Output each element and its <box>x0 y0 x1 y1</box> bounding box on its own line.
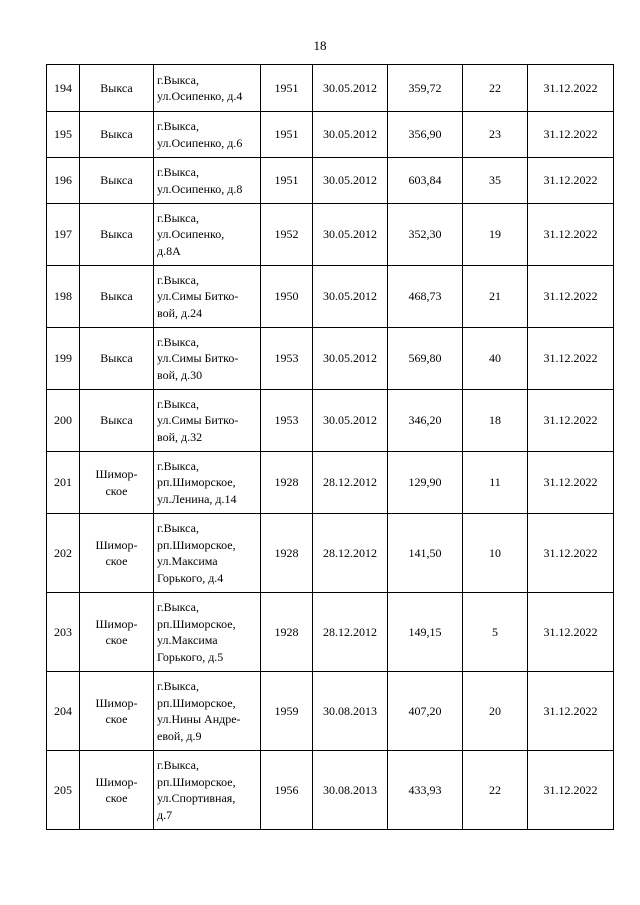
build-year-cell: 1928 <box>261 452 313 514</box>
address-cell <box>154 593 261 672</box>
address-line: ул.Осипенко, д.8 <box>157 181 243 196</box>
address-line: вой, д.32 <box>157 429 203 444</box>
settlement-line: Шимор- <box>95 695 138 710</box>
settlement-cell <box>80 266 154 328</box>
address-line: ул.Спортивная, <box>157 791 236 805</box>
build-year-cell: 1952 <box>261 204 313 266</box>
address-line: г.Выкса, <box>157 210 199 225</box>
row-number-cell: 202 <box>47 514 80 593</box>
deadline-cell: 31.12.2022 <box>528 390 614 452</box>
address-line: рп.Шиморское, <box>157 537 236 552</box>
settlement-line: Шимор- <box>95 616 138 631</box>
table-row <box>47 593 614 672</box>
settlement-line: Шимор- <box>95 774 138 789</box>
address-line: ул.Ленина, д.14 <box>157 491 237 506</box>
address-line: ул.Осипенко, д.6 <box>157 135 243 150</box>
address-line: г.Выкса, <box>157 272 199 287</box>
deadline-cell: 31.12.2022 <box>528 65 614 112</box>
deadline-cell: 31.12.2022 <box>528 452 614 514</box>
address-line: г.Выкса, <box>157 758 199 772</box>
address-line: г.Выкса, <box>157 600 199 614</box>
settlement-line: Шимор- <box>95 467 138 481</box>
decision-date-cell: 30.05.2012 <box>313 65 388 112</box>
decision-date-cell: 28.12.2012 <box>313 514 388 593</box>
build-year-cell: 1959 <box>261 672 313 751</box>
address-cell <box>154 751 261 830</box>
row-number-cell: 203 <box>47 593 80 672</box>
address-cell <box>154 514 261 593</box>
address-line: г.Выкса, <box>157 396 199 411</box>
deadline-cell: 31.12.2022 <box>528 593 614 672</box>
settlement-line: ское <box>105 791 128 805</box>
address-line: г.Выкса, <box>157 334 199 349</box>
address-cell <box>154 112 261 158</box>
decision-date-cell: 30.05.2012 <box>313 158 388 204</box>
address-line: Горького, д.5 <box>157 649 224 664</box>
table-row <box>47 452 614 514</box>
deadline-cell: 31.12.2022 <box>528 514 614 593</box>
address-line: ул.Осипенко, <box>157 227 225 242</box>
address-line: г.Выкса, <box>157 458 199 473</box>
residents-count-cell: 10 <box>463 514 528 593</box>
settlement-cell <box>80 158 154 204</box>
settlement-line: Выкса <box>100 227 133 242</box>
settlement-line: Выкса <box>100 413 133 428</box>
deadline-cell: 31.12.2022 <box>528 266 614 328</box>
settlement-cell <box>80 593 154 672</box>
build-year-cell: 1953 <box>261 390 313 452</box>
table-row <box>47 751 614 830</box>
table-row <box>47 672 614 751</box>
table-row <box>47 65 614 112</box>
build-year-cell: 1956 <box>261 751 313 830</box>
decision-date-cell: 28.12.2012 <box>313 452 388 514</box>
build-year-cell: 1951 <box>261 112 313 158</box>
settlement-cell <box>80 65 154 112</box>
address-line: д.7 <box>157 807 173 822</box>
table-row <box>47 266 614 328</box>
area-cell: 407,20 <box>388 672 463 751</box>
build-year-cell: 1951 <box>261 65 313 112</box>
settlement-cell <box>80 112 154 158</box>
address-cell <box>154 390 261 452</box>
settlement-line: Шимор- <box>95 537 138 552</box>
row-number-cell: 199 <box>47 328 80 390</box>
row-number-cell: 200 <box>47 390 80 452</box>
residents-count-cell: 40 <box>463 328 528 390</box>
decision-date-cell: 30.05.2012 <box>313 266 388 328</box>
address-line: рп.Шиморское, <box>157 774 236 789</box>
address-line: ул.Осипенко, д.4 <box>157 89 243 103</box>
address-line: Горького, д.4 <box>157 570 224 585</box>
row-number-cell: 204 <box>47 672 80 751</box>
address-cell <box>154 266 261 328</box>
address-cell <box>154 158 261 204</box>
area-cell: 569,80 <box>388 328 463 390</box>
row-number-cell: 196 <box>47 158 80 204</box>
settlement-cell <box>80 751 154 830</box>
address-line: д.8А <box>157 243 181 258</box>
decision-date-cell: 30.08.2013 <box>313 672 388 751</box>
table-row <box>47 204 614 266</box>
address-line: рп.Шиморское, <box>157 475 236 490</box>
area-cell: 433,93 <box>388 751 463 830</box>
residents-count-cell: 20 <box>463 672 528 751</box>
address-line: ул.Симы Битко- <box>157 289 239 304</box>
table-row <box>47 158 614 204</box>
settlement-line: Выкса <box>100 127 133 142</box>
deadline-cell: 31.12.2022 <box>528 751 614 830</box>
table-body <box>47 65 614 830</box>
deadline-cell: 31.12.2022 <box>528 112 614 158</box>
build-year-cell: 1950 <box>261 266 313 328</box>
settlement-line: Выкса <box>100 80 133 95</box>
settlement-line: Выкса <box>100 173 133 188</box>
address-line: г.Выкса, <box>157 119 199 133</box>
address-line: рп.Шиморское, <box>157 616 236 631</box>
build-year-cell: 1951 <box>261 158 313 204</box>
deadline-cell: 31.12.2022 <box>528 672 614 751</box>
table-row <box>47 328 614 390</box>
address-line: г.Выкса, <box>157 521 199 535</box>
residents-count-cell: 35 <box>463 158 528 204</box>
build-year-cell: 1928 <box>261 514 313 593</box>
deadline-cell: 31.12.2022 <box>528 328 614 390</box>
address-cell <box>154 328 261 390</box>
address-line: ул.Максима <box>157 554 218 568</box>
settlement-line: ское <box>105 554 128 568</box>
table-row <box>47 390 614 452</box>
housing-registry-table <box>46 64 614 830</box>
address-cell <box>154 672 261 751</box>
decision-date-cell: 28.12.2012 <box>313 593 388 672</box>
decision-date-cell: 30.05.2012 <box>313 112 388 158</box>
decision-date-cell: 30.05.2012 <box>313 204 388 266</box>
residents-count-cell: 11 <box>463 452 528 514</box>
address-line: рп.Шиморское, <box>157 695 236 710</box>
row-number-cell: 195 <box>47 112 80 158</box>
area-cell: 603,84 <box>388 158 463 204</box>
area-cell: 346,20 <box>388 390 463 452</box>
area-cell: 359,72 <box>388 65 463 112</box>
decision-date-cell: 30.05.2012 <box>313 390 388 452</box>
settlement-line: ское <box>105 633 128 647</box>
decision-date-cell: 30.05.2012 <box>313 328 388 390</box>
row-number-cell: 205 <box>47 751 80 830</box>
area-cell: 141,50 <box>388 514 463 593</box>
settlement-cell <box>80 328 154 390</box>
settlement-line: Выкса <box>100 289 133 304</box>
build-year-cell: 1928 <box>261 593 313 672</box>
settlement-cell <box>80 204 154 266</box>
deadline-cell: 31.12.2022 <box>528 204 614 266</box>
residents-count-cell: 22 <box>463 751 528 830</box>
residents-count-cell: 22 <box>463 65 528 112</box>
table-row <box>47 112 614 158</box>
area-cell: 129,90 <box>388 452 463 514</box>
address-cell <box>154 204 261 266</box>
address-line: евой, д.9 <box>157 728 202 743</box>
row-number-cell: 198 <box>47 266 80 328</box>
address-line: г.Выкса, <box>157 165 199 179</box>
settlement-line: ское <box>105 483 128 498</box>
address-line: г.Выкса, <box>157 72 199 87</box>
deadline-cell: 31.12.2022 <box>528 158 614 204</box>
area-cell: 149,15 <box>388 593 463 672</box>
address-line: ул.Максима <box>157 633 218 647</box>
build-year-cell: 1953 <box>261 328 313 390</box>
area-cell: 352,30 <box>388 204 463 266</box>
residents-count-cell: 21 <box>463 266 528 328</box>
residents-count-cell: 18 <box>463 390 528 452</box>
decision-date-cell: 30.08.2013 <box>313 751 388 830</box>
address-line: ул.Симы Битко- <box>157 351 239 366</box>
address-line: вой, д.24 <box>157 305 203 320</box>
address-line: вой, д.30 <box>157 367 203 382</box>
settlement-line: Выкса <box>100 351 133 366</box>
address-cell <box>154 65 261 112</box>
page-number: 18 <box>313 38 327 53</box>
settlement-cell <box>80 390 154 452</box>
row-number-cell: 201 <box>47 452 80 514</box>
address-line: ул.Симы Битко- <box>157 413 239 428</box>
table-row <box>47 514 614 593</box>
address-cell <box>154 452 261 514</box>
residents-count-cell: 19 <box>463 204 528 266</box>
settlement-cell <box>80 514 154 593</box>
address-line: г.Выкса, <box>157 679 199 693</box>
settlement-cell <box>80 672 154 751</box>
row-number-cell: 194 <box>47 65 80 112</box>
area-cell: 356,90 <box>388 112 463 158</box>
row-number-cell: 197 <box>47 204 80 266</box>
settlement-cell <box>80 452 154 514</box>
area-cell: 468,73 <box>388 266 463 328</box>
settlement-line: ское <box>105 712 128 726</box>
residents-count-cell: 23 <box>463 112 528 158</box>
address-line: ул.Нины Андре- <box>157 712 241 726</box>
residents-count-cell: 5 <box>463 593 528 672</box>
